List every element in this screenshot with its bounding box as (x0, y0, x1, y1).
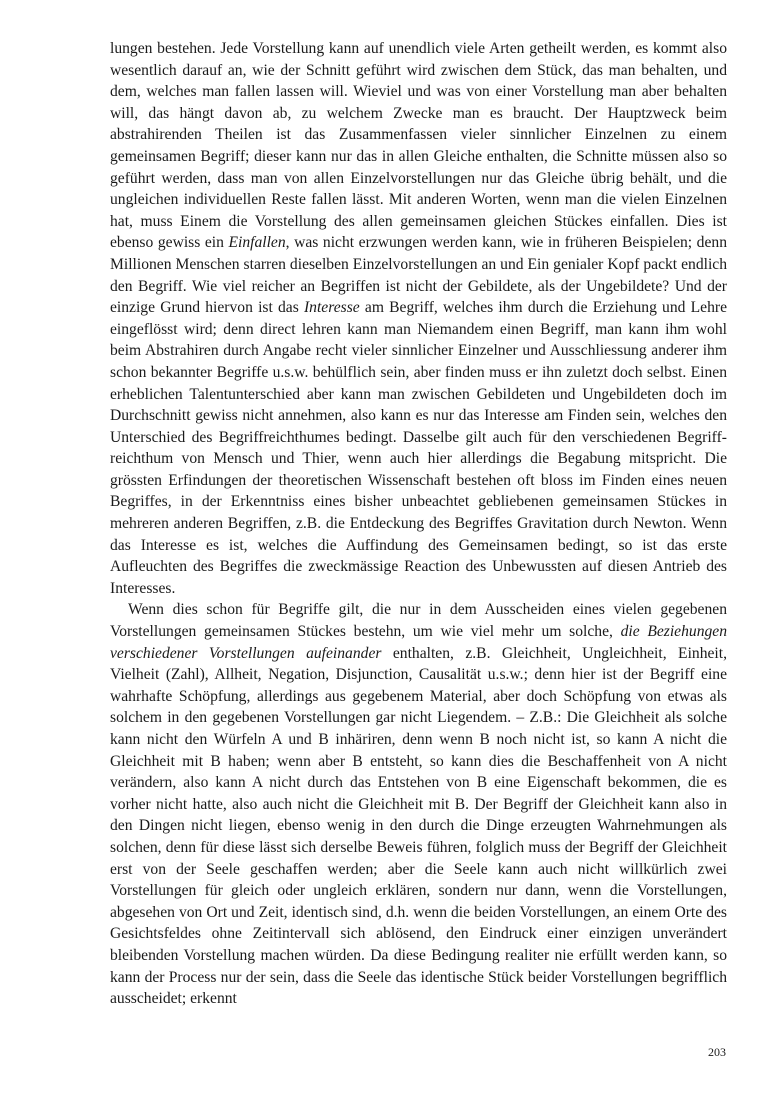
text-run: , was nicht erzwungen werden kann, wie in früheren Beispielen; denn Millionen Menschen starren dieselben Einzelvorstellungen an und Ein genialer Kopf packt endlich den Begriff. Wie viel reicher an Begriffen ist nicht der Gebildete, als der Ungebildete? Und der einzige Grund hiervon ist das (110, 234, 727, 317)
emphasis-einfallen: Einfallen (228, 234, 286, 252)
paragraph-1 (110, 38, 727, 599)
text-run: am Begriff, welches ihm durch die Erziehung und Lehre eingeflösst wird; denn direct lehren kann man Niemandem einen Begriff, man kann ihm wohl beim Abstrahiren durch Angabe recht vieler sinnlicher Einzelner und Ausschliessung anderer ihm schon bekannter Begriffe u.s.w. behülflich sein, aber finden muss er ihn zuletzt doch selbst. Einen erheblichen Talentunterschied aber kann man zwischen Gebildeten und Ungebildeten doch im Durchschnitt gewiss nicht annehmen, also kann es nur das Interesse am Finden sein, welches den Unterschied des Begriffreichthumes bedingt. Dasselbe gilt auch für den verschiedenen Begriffreichthum von Mensch und Thier, wenn auch hier allerdings die Begabung mitspricht. Die grössten Erfindungen der theoretischen Wissenschaft bestehen oft bloss im Finden eines neuen Begriffes, in der Erkenntniss eines bisher unbeachtet gebliebenen gemeinsamen Stückes in mehreren anderen Begriffen, z.B. die Entdeckung des Begriffes Gravitation durch Newton. Wenn das Interesse es ist, welches die Auffindung des Gemeinsamen bedingt, so ist das erste Aufleuchten des Begriffes die zweckmässige Reaction des Unbewussten auf diesen Antrieb des Interesses. (110, 299, 727, 597)
text-run: lungen bestehen. Jede Vorstellung kann auf unendlich viele Arten getheilt werden, es kommt also wesentlich darauf an, wie der Schnitt geführt wird zwischen dem Stück, das man behalten, und dem, welches man fallen lassen will. Wieviel und was von einer Vorstellung man aber behalten will, das hängt davon ab, zu welchem Zwecke man es braucht. Der Hauptzweck beim abstrahirenden Theilen ist das Zusammenfassen vieler sinnlicher Einzelnen zu einem gemeinsamen Begriff; dieser kann nur das in allen Gleiche enthalten, die Schnitte müssen also so geführt werden, dass man von allen Einzelvorstellungen nur das Gleiche übrig behält, und die ungleichen individuellen Reste fallen lässt. Mit anderen Worten, wenn man die vielen Einzelnen hat, muss Einem die Vorstellung des allen gemeinsamen gleichen Stückes einfallen. Dies ist ebenso gewiss ein (110, 40, 727, 252)
paragraph-2 (110, 599, 727, 1009)
emphasis-interesse: Interesse (303, 299, 360, 317)
page-number: 203 (708, 1045, 726, 1059)
text-run: Wenn dies schon für Begriffe gilt, die nur in dem Ausscheiden eines vielen gegebenen Vorstellungen gemeinsamen Stückes bestehn, um wie viel mehr um solche, (110, 601, 727, 641)
page-body (110, 38, 727, 1010)
emphasis-beziehungen: die Beziehungen verschiedener Vorstellungen aufeinander (110, 623, 728, 662)
text-run: enthalten, z.B. Gleichheit, Ungleichheit, Einheit, Vielheit (Zahl), Allheit, Negation, Disjunction, Causalität u.s.w.; denn hier ist der Begriff eine wahrhafte Schöpfung, allerdings aus gegebenem Material, aber doch Schöpfung von etwas als solchem in den gegebenen Vorstellungen gar nicht Liegendem. – Z.B.: Die Gleichheit als solche kann nicht den Würfeln A und B inhäriren, denn wenn B noch nicht ist, so kann A nicht die Gleichheit mit B haben; wenn aber B entsteht, so kann dies die Beschaffenheit von A nicht verändern, also kann A nicht durch das Entstehen von B eine Eigenschaft bekommen, die es vorher nicht hatte, also auch nicht die Gleichheit mit B. Der Begriff der Gleichheit kann also in den Dingen nicht liegen, ebenso wenig in den durch die Dinge erzeugten Wahrnehmungen als solchen, denn für diese lässt sich derselbe Beweis führen, folglich muss der Begriff der Gleichheit erst von der Seele geschaffen werden; aber die Seele kann auch nicht willkürlich zwei Vorstellungen für gleich oder ungleich erklären, sondern nur dann, wenn die Vorstellungen, abgesehen von Ort und Zeit, identisch sind, d.h. wenn die beiden Vorstellungen, an einem Orte des Gesichtsfeldes ohne Zeitintervall sich ablösend, den Eindruck einer einzigen unverändert bleibenden Vorstellung machen würden. Da diese Bedingung realiter nie erfüllt werden kann, so kann der Process nur der sein, dass die Seele das identische Stück beider Vorstellungen begrifflich ausscheidet; erkennt (110, 644, 727, 1008)
